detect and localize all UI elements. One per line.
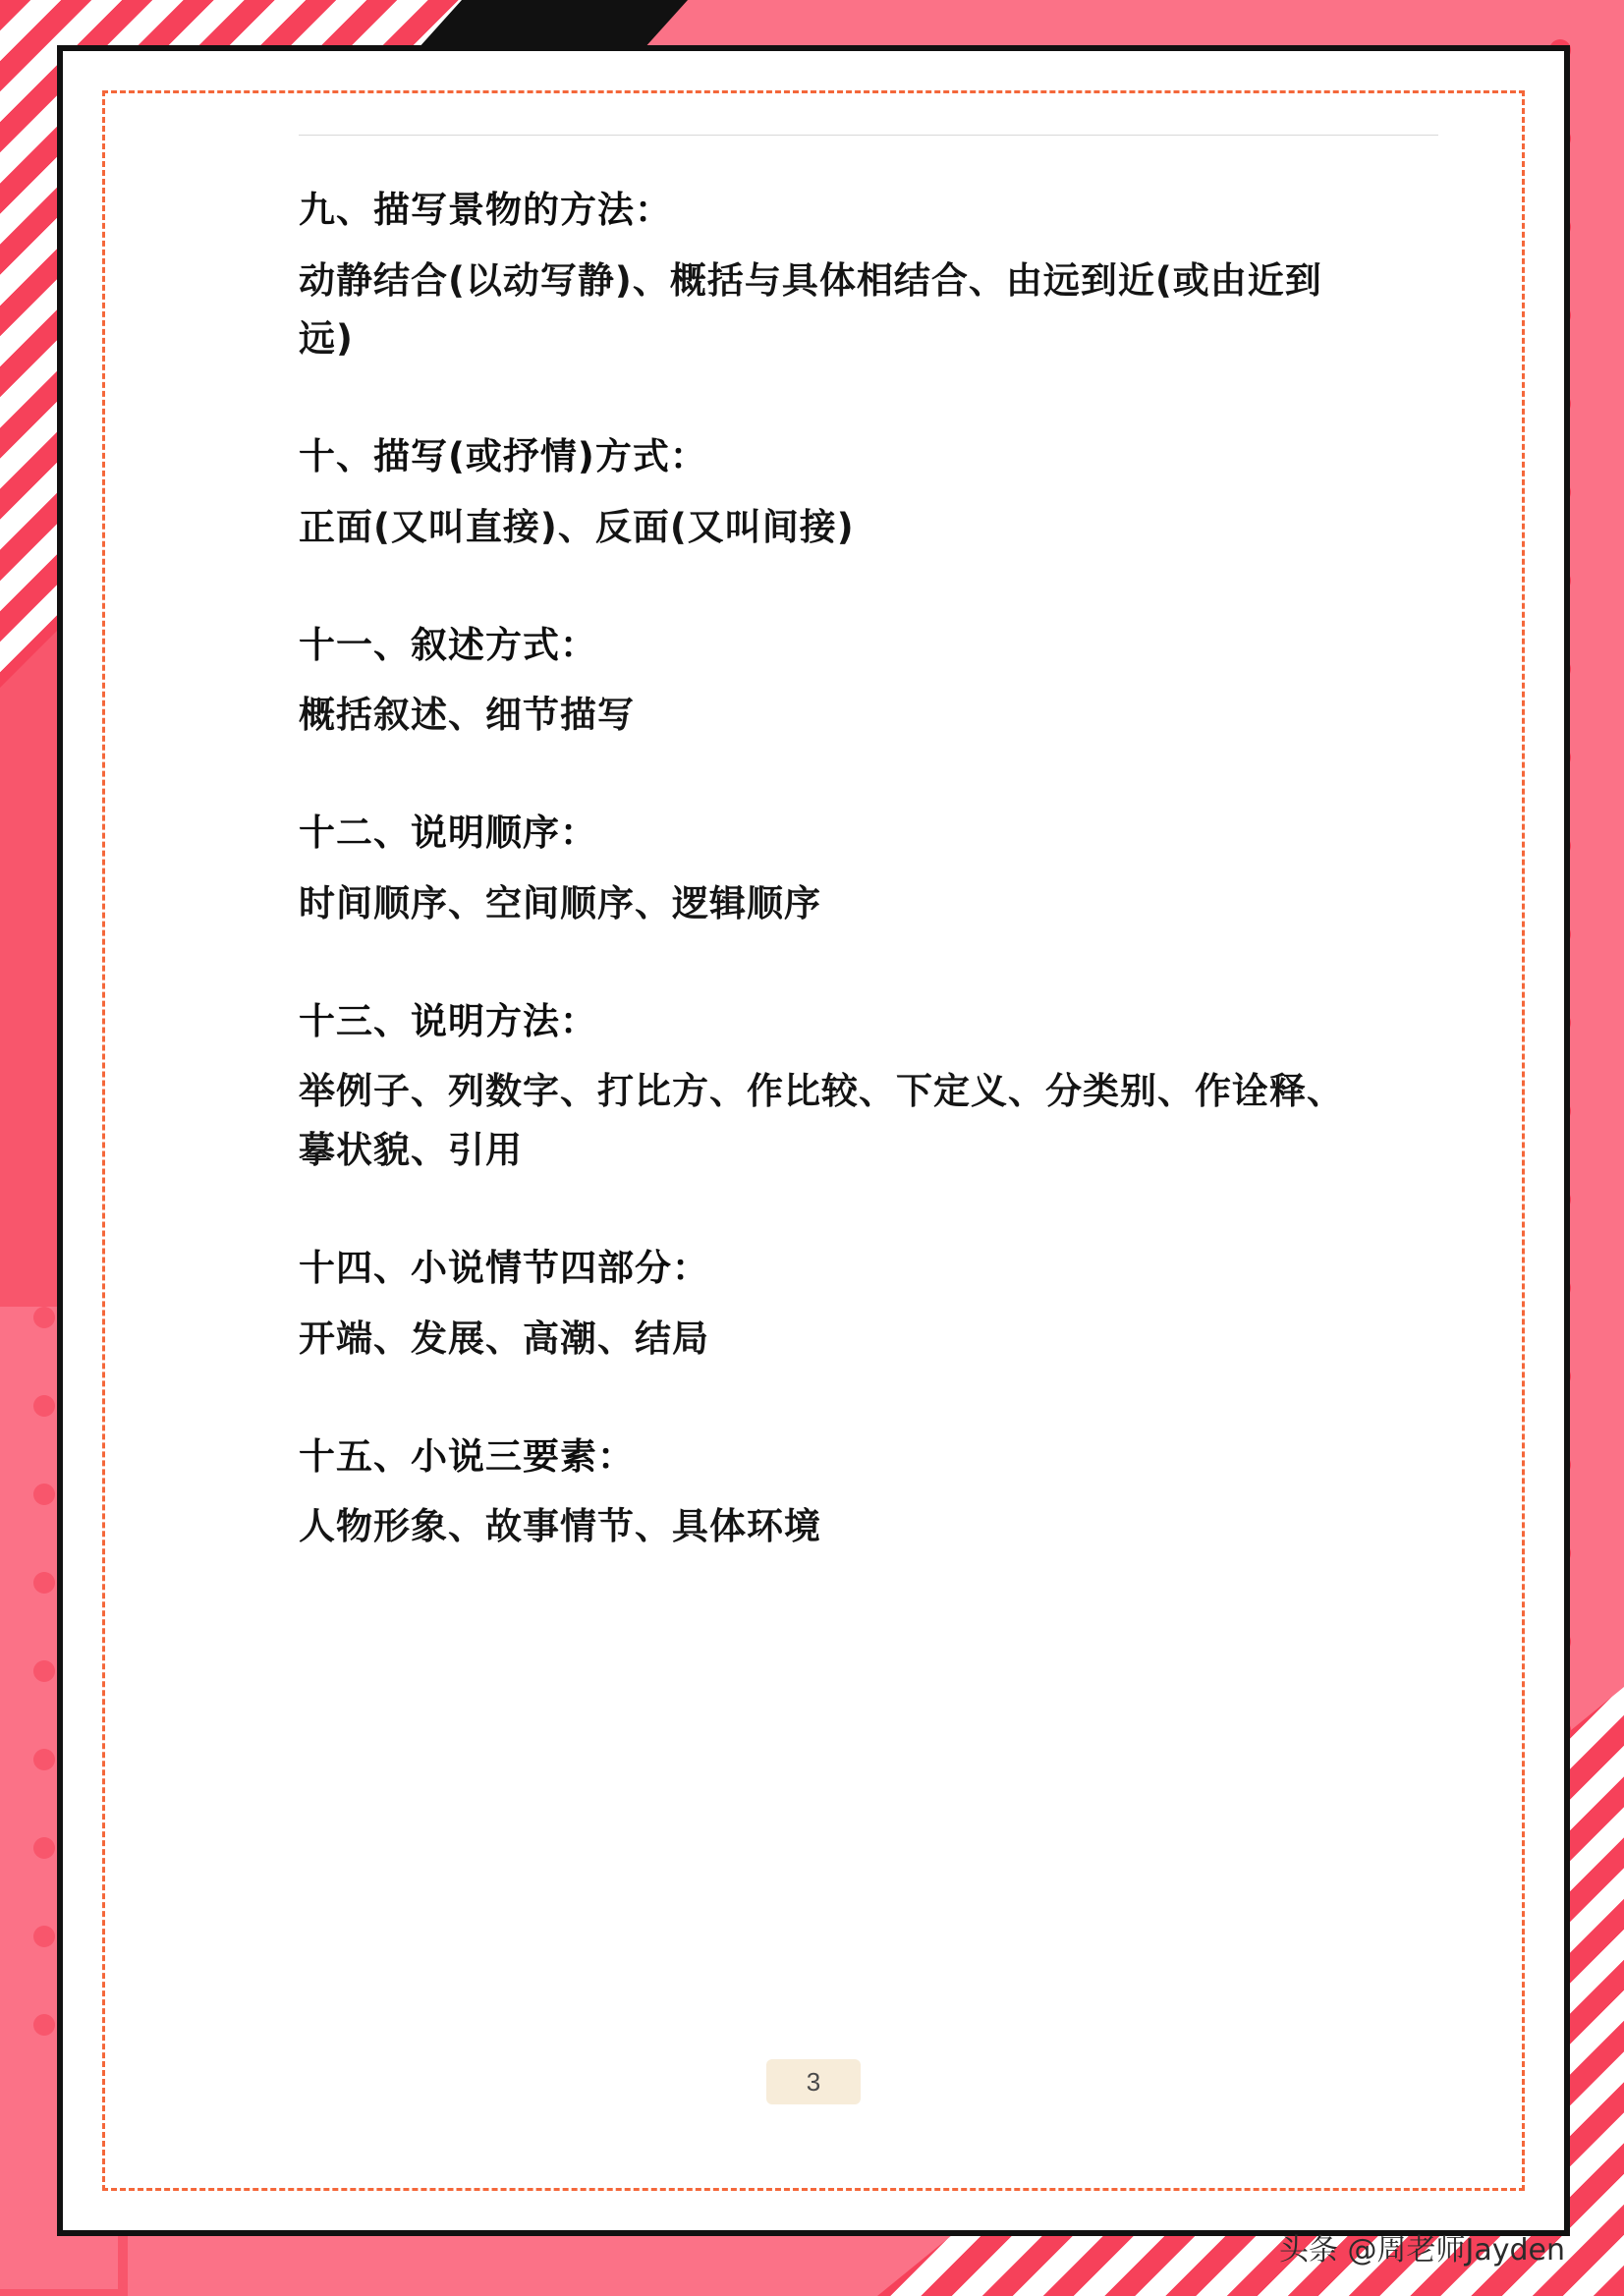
section-block xyxy=(299,994,1417,1180)
section-heading: 十一、叙述方式： xyxy=(299,623,597,666)
section-heading: 十二、说明顺序： xyxy=(299,812,597,855)
section-body: 人物形象、故事情节、具体环境 xyxy=(299,1505,821,1547)
section-block xyxy=(299,1429,1417,1556)
section-body: 正面(又叫直接)、反面(又叫间接) xyxy=(299,505,855,548)
section-heading: 十五、小说三要素： xyxy=(299,1434,635,1478)
section-heading: 十三、说明方法： xyxy=(299,999,597,1042)
page-number-badge: 3 xyxy=(766,2059,861,2104)
section-block xyxy=(299,618,1417,745)
section-block xyxy=(299,183,1417,368)
page-content xyxy=(220,135,1417,1617)
watermark: 头条 @周老师Jayden xyxy=(1278,2233,1565,2268)
section-heading: 十四、小说情节四部分： xyxy=(299,1247,709,1290)
section-block xyxy=(299,1241,1417,1368)
document-page xyxy=(57,45,1570,2236)
section-heading: 九、描写景物的方法： xyxy=(299,189,672,231)
section-body: 概括叙述、细节描写 xyxy=(299,694,635,737)
section-body: 动静结合(以动写静)、概括与具体相结合、由远到近(或由近到远) xyxy=(299,258,1322,361)
section-body: 开端、发展、高潮、结局 xyxy=(299,1316,709,1360)
section-heading: 十、描写(或抒情)方式： xyxy=(299,435,707,478)
section-block xyxy=(299,806,1417,932)
section-block xyxy=(299,429,1417,556)
horizontal-rule xyxy=(299,135,1438,136)
section-body: 举例子、列数字、打比方、作比较、下定义、分类别、作诠释、摹状貌、引用 xyxy=(299,1070,1344,1172)
section-body: 时间顺序、空间顺序、逻辑顺序 xyxy=(299,881,821,924)
